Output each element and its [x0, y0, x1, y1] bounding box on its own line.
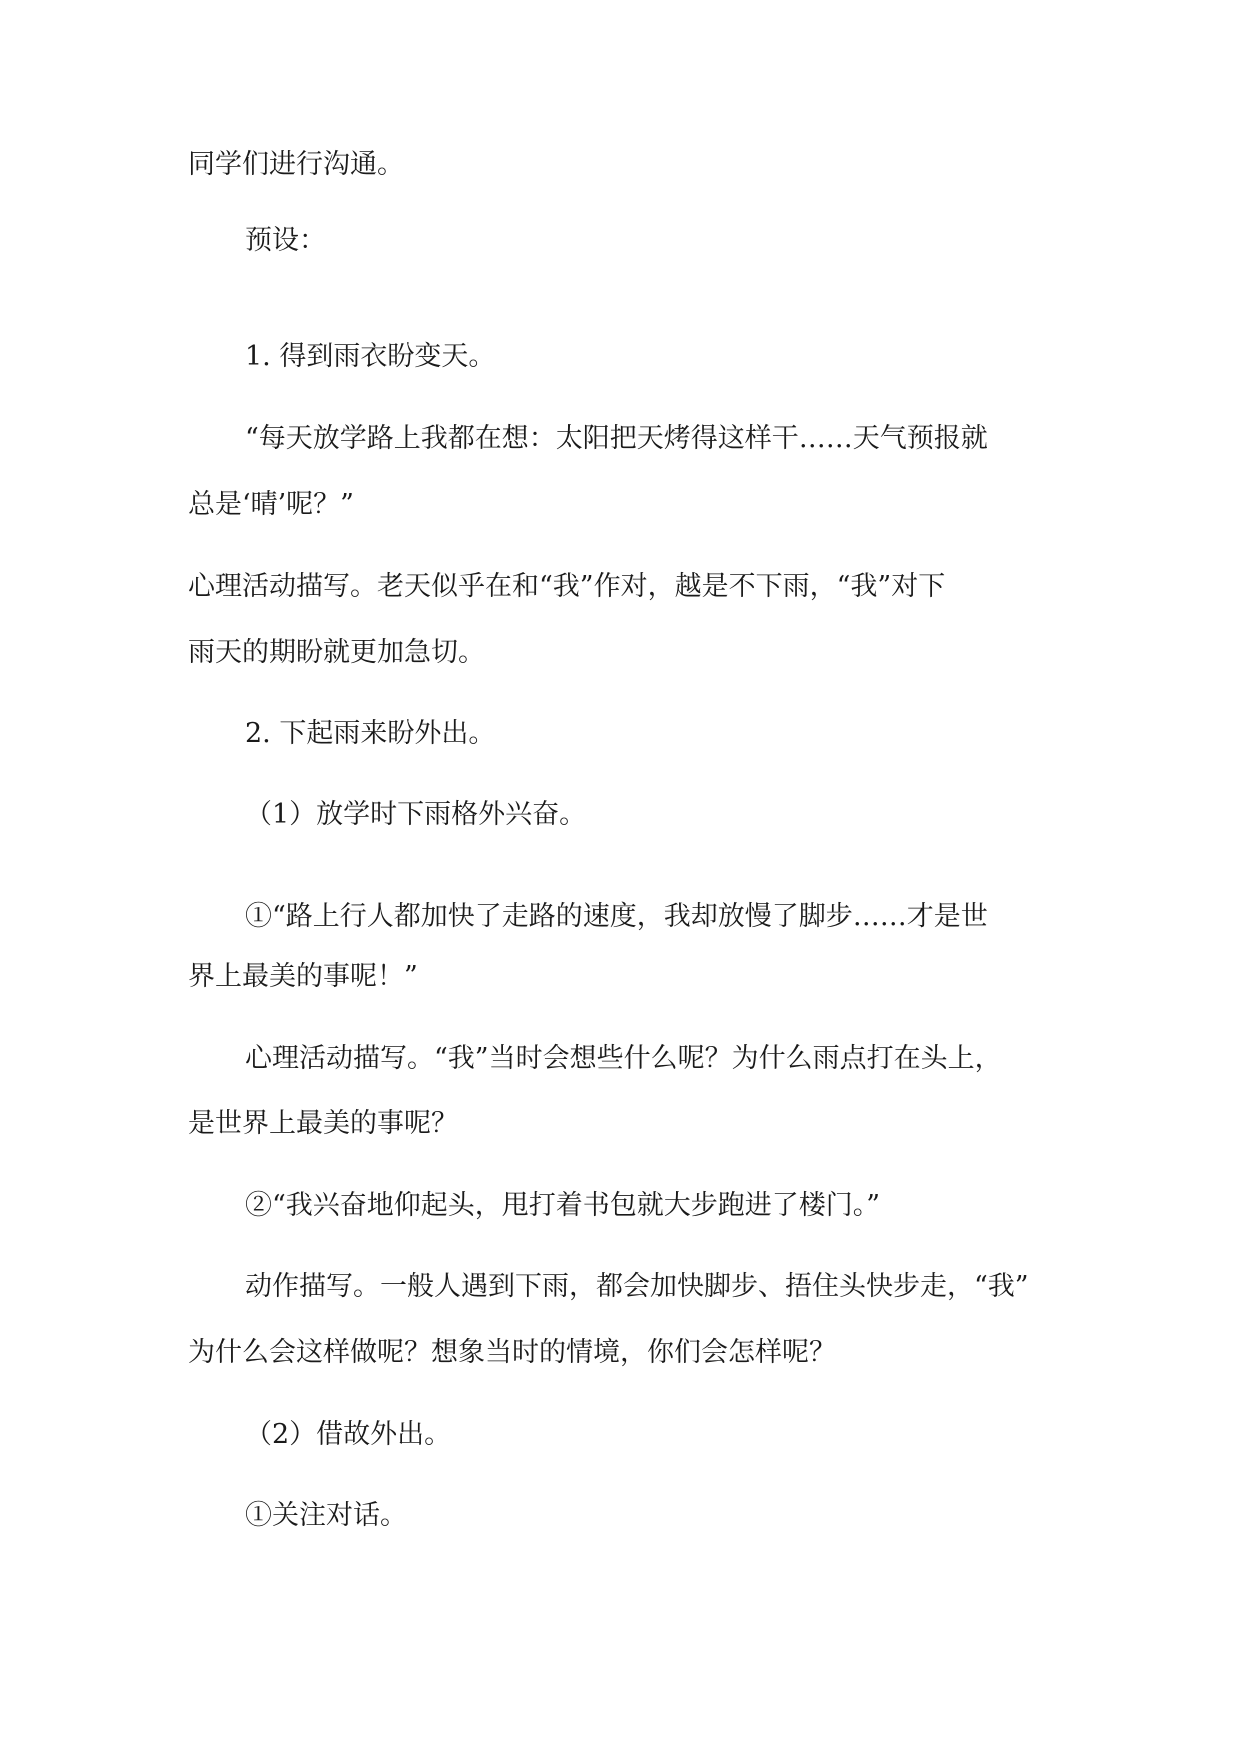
- text-line: “每天放学路上我都在想：太阳把天烤得这样干……天气预报就: [245, 423, 988, 454]
- text-line: ①关注对话。: [245, 1500, 407, 1531]
- text-line: 心理活动描写。“我”当时会想些什么呢？为什么雨点打在头上，: [245, 1043, 1002, 1074]
- text-line: 界上最美的事呢！”: [188, 961, 418, 992]
- text-line: 1. 得到雨衣盼变天。: [245, 341, 496, 372]
- text-line: 雨天的期盼就更加急切。: [188, 637, 485, 668]
- text-line: 同学们进行沟通。: [188, 149, 404, 180]
- text-line: 总是‘晴’呢？”: [188, 489, 354, 520]
- text-line: 2. 下起雨来盼外出。: [245, 718, 496, 749]
- text-line: 动作描写。一般人遇到下雨，都会加快脚步、捂住头快步走，“我”: [245, 1271, 1029, 1302]
- text-line: ②“我兴奋地仰起头，甩打着书包就大步跑进了楼门。”: [245, 1190, 881, 1221]
- text-line: 是世界上最美的事呢？: [188, 1108, 458, 1139]
- text-line: ①“路上行人都加快了走路的速度，我却放慢了脚步……才是世: [245, 901, 988, 932]
- text-line: 心理活动描写。老天似乎在和“我”作对，越是不下雨，“我”对下: [188, 571, 946, 602]
- text-line: （2）借故外出。: [245, 1419, 452, 1450]
- text-line: 为什么会这样做呢？想象当时的情境，你们会怎样呢？: [188, 1337, 836, 1368]
- text-line: （1）放学时下雨格外兴奋。: [245, 799, 587, 830]
- text-line: 预设：: [245, 225, 326, 256]
